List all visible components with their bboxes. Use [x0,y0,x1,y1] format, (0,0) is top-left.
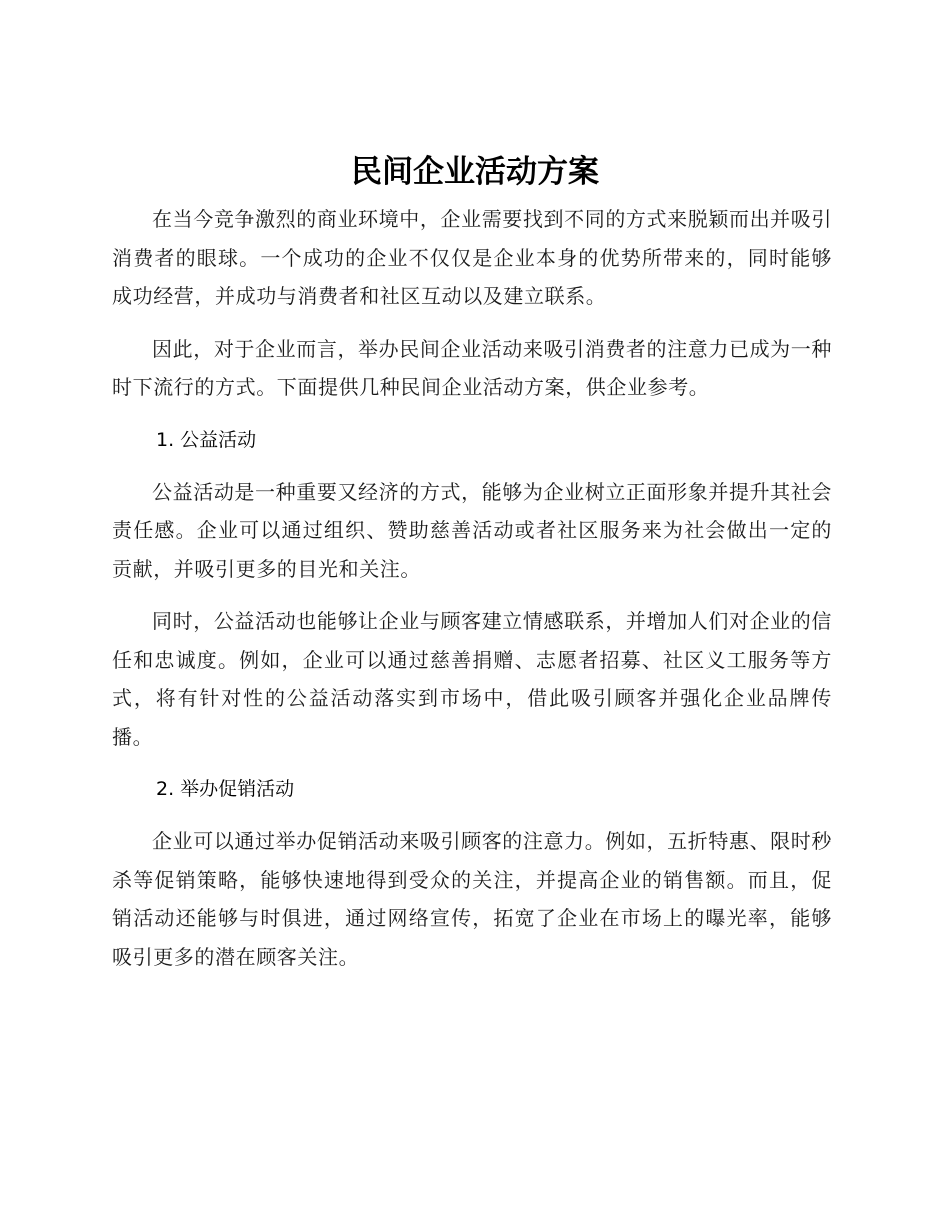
document-body [112,200,832,990]
charity-paragraph-1: 公益活动是一种重要又经济的方式，能够为企业树立正面形象并提升其社会责任感。企业可以通过组织、赞助慈善活动或者社区服务来为社会做出一定的贡献，并吸引更多的目光和关注。 [112,479,832,581]
section-heading-charity: 1. 公益活动 [156,428,257,451]
document-title: 民间企业活动方案 [351,154,599,190]
intro-paragraph-1: 在当今竞争激烈的商业环境中，企业需要找到不同的方式来脱颖而出并吸引消费者的眼球。一个成功的企业不仅仅是企业本身的优势所带来的，同时能够成功经营，并成功与消费者和社区互动以及建立联系。 [112,207,832,308]
charity-paragraph-2: 同时，公益活动也能够让企业与顾客建立情感联系，并增加人们对企业的信任和忠诚度。例如，企业可以通过慈善捐赠、志愿者招募、社区义工服务等方式，将有针对性的公益活动落实到市场中，借此吸引顾客并强化企业品牌传播。 [112,609,832,749]
section-heading-promotion: 2. 举办促销活动 [156,778,295,800]
promotion-paragraph-1: 企业可以通过举办促销活动来吸引顾客的注意力。例如，五折特惠、限时秒杀等促销策略，能够快速地得到受众的关注，并提高企业的销售额。而且，促销活动还能够与时俱进，通过网络宣传，拓宽了企业在市场上的曝光率，能够吸引更多的潜在顾客关注。 [112,829,832,969]
intro-paragraph-2: 因此，对于企业而言，举办民间企业活动来吸引消费者的注意力已成为一种时下流行的方式。下面提供几种民间企业活动方案，供企业参考。 [112,336,832,399]
